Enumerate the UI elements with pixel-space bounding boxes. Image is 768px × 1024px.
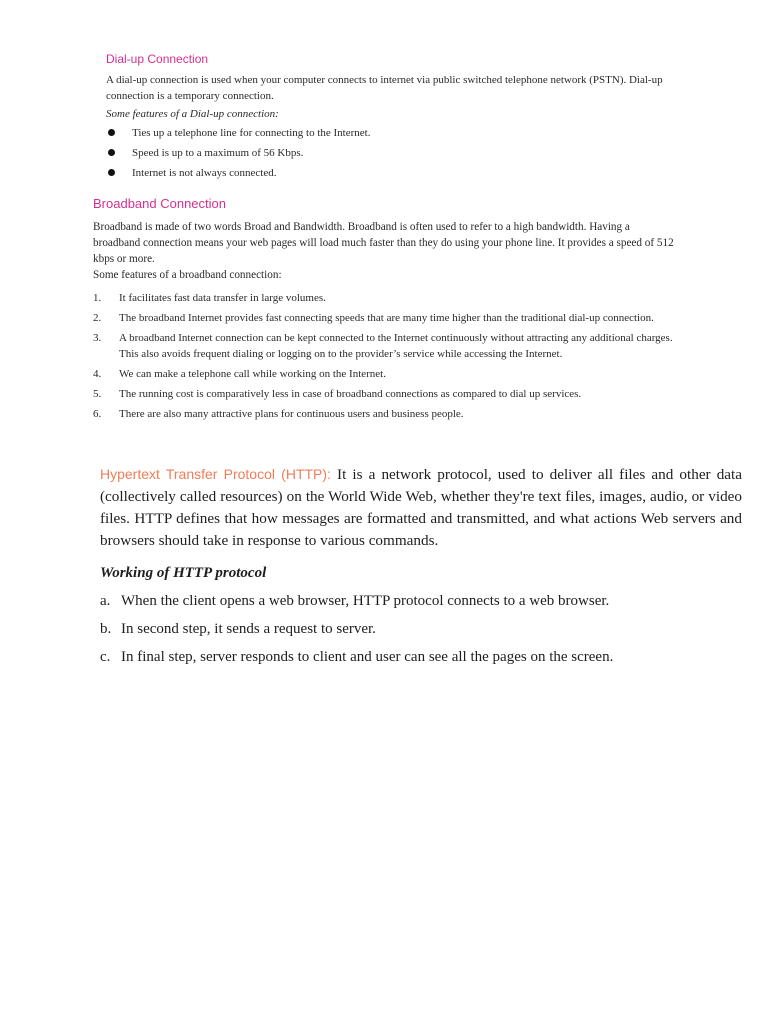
item-number: 4. (93, 368, 102, 380)
dialup-heading: Dial-up Connection (106, 52, 209, 66)
broadband-paragraph: Broadband is made of two words Broad and Bandwidth. Broadband is often used to refer to a high bandwidth. Having a broadband connection means your web pages will load much faster than they do using your phone line. It provides a speed of 512 kbps or more. (93, 221, 674, 265)
dialup-features-list (106, 125, 370, 185)
item-text: When the client opens a web browser, HTTP protocol connects to a web browser. (121, 593, 610, 609)
list-item (93, 406, 675, 422)
item-text: In final step, server responds to client and user can see all the pages on the screen. (121, 649, 614, 665)
item-number: 2. (93, 312, 102, 324)
item-letter: b. (100, 621, 112, 637)
item-text: A broadband Internet connection can be kept connected to the Internet continuously without attracting any additional charges. This also avoids frequent dialing or logging on to the provider’s service while accessing the Internet. (119, 332, 673, 360)
list-item (93, 330, 675, 362)
item-text: In second step, it sends a request to server. (121, 621, 376, 637)
list-item: Ties up a telephone line for connecting to the Internet. (106, 125, 370, 145)
list-item (100, 648, 613, 676)
list-item (93, 310, 675, 326)
item-text: We can make a telephone call while working on the Internet. (119, 368, 386, 380)
item-number: 6. (93, 408, 102, 420)
list-item (93, 290, 675, 306)
dialup-features-label: Some features of a Dial-up connection: (106, 108, 279, 120)
item-number: 3. (93, 332, 102, 344)
list-item (100, 620, 613, 648)
http-term: Hypertext Transfer Protocol (HTTP): (100, 466, 331, 482)
http-definition: It is a network protocol, used to deliver all files and other data (collectively called resources) on the World Wide Web, whether they're text files, images, audio, or video files. HTTP defines that how messages are formatted and transmitted, and what actions Web servers and browsers should take in response to various commands. (100, 466, 742, 549)
item-text: The running cost is comparatively less in case of broadband connections as compared to dial up services. (119, 388, 582, 400)
item-letter: a. (100, 593, 111, 609)
http-paragraph (100, 463, 742, 552)
list-item: Internet is not always connected. (106, 165, 370, 185)
broadband-features-label: Some features of a broadband connection: (93, 269, 282, 281)
item-text: There are also many attractive plans for continuous users and business people. (119, 408, 464, 420)
http-working-heading: Working of HTTP protocol (100, 565, 267, 581)
http-steps-list (100, 592, 613, 676)
broadband-features-list (93, 290, 675, 426)
item-text: It facilitates fast data transfer in large volumes. (119, 292, 326, 304)
broadband-heading: Broadband Connection (93, 196, 226, 211)
item-text: The broadband Internet provides fast connecting speeds that are many time higher than the traditional dial-up connection. (119, 312, 654, 324)
list-item (93, 386, 675, 402)
list-item (100, 592, 613, 620)
item-letter: c. (100, 649, 111, 665)
item-number: 1. (93, 292, 102, 304)
list-item (93, 366, 675, 382)
dialup-paragraph: A dial-up connection is used when your computer connects to internet via public switched telephone network (PSTN). Dial-up connection is a temporary connection. (106, 74, 663, 102)
item-number: 5. (93, 388, 102, 400)
list-item: Speed is up to a maximum of 56 Kbps. (106, 145, 370, 165)
